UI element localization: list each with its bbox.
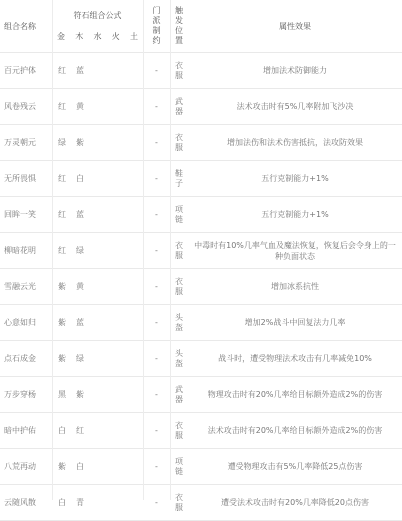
table-row [0,197,402,233]
rune-stone: 红 [58,66,66,75]
forge-cell: - [143,197,170,233]
formula-cell [52,197,143,233]
forge-cell: - [143,269,170,305]
combo-name: 云随风散 [0,485,52,521]
trigger-cell: 武器 [170,89,188,125]
rune-stone: 红 [76,426,84,435]
table-row [0,305,402,341]
forge-header: 门派制约 [143,0,170,53]
combo-name: 柳暗花明 [0,233,52,269]
combo-name: 万步穿杨 [0,377,52,413]
formula-col: 水 [93,32,102,41]
table-row [0,89,402,125]
effect-cell: 中毒时有10%几率气血及魔法恢复，恢复后会令身上的一种负面状态 [188,233,402,269]
effect-cell: 遭受物理攻击有5%几率降低25点伤害 [188,449,402,485]
trigger-cell: 衣服 [170,125,188,161]
trigger-cell: 头盔 [170,341,188,377]
combo-name: 回眸一笑 [0,197,52,233]
trigger-cell: 衣服 [170,233,188,269]
combo-name: 风卷残云 [0,89,52,125]
rune-stone: 黑 [58,390,66,399]
effect-cell: 增加2%战斗中回复法力几率 [188,305,402,341]
table-row [0,161,402,197]
effect-cell: 五行克制能力+1% [188,161,402,197]
formula-cell [52,341,143,377]
formula-cell [52,413,143,449]
column-divider [170,0,171,500]
combo-name: 百元护体 [0,53,52,89]
formula-col: 土 [130,32,138,41]
forge-cell: - [143,125,170,161]
forge-cell: - [143,377,170,413]
combo-name: 暗中护佑 [0,413,52,449]
table-row [0,377,402,413]
rune-stone: 青 [76,498,84,507]
combo-name: 八荒再动 [0,449,52,485]
formula-cell [52,89,143,125]
table-row [0,269,402,305]
combo-header: 组合名称 [0,0,52,53]
rune-stone: 白 [58,426,66,435]
rune-stone: 红 [58,210,66,219]
table-body [0,53,402,521]
trigger-cell: 项链 [170,449,188,485]
column-divider [143,0,144,500]
formula-col: 金 [57,32,65,41]
rune-stone: 紫 [76,138,84,147]
formula-header [52,0,143,53]
table-row [0,233,402,269]
effect-cell: 增加法伤和法术伤害抵抗，法攻防效果 [188,125,402,161]
rune-stone: 红 [58,246,66,255]
rune-stone: 绿 [76,246,84,255]
forge-cell: - [143,449,170,485]
trigger-cell: 衣服 [170,413,188,449]
effect-cell: 五行克制能力+1% [188,197,402,233]
formula-cell [52,233,143,269]
trigger-cell: 鞋子 [170,161,188,197]
trigger-header: 触发位置 [170,0,188,53]
effect-cell: 战斗时，遭受物理法术攻击有几率减免10% [188,341,402,377]
table-row [0,125,402,161]
rune-stone: 蓝 [76,66,84,75]
column-divider [52,0,53,500]
rune-stone: 黄 [76,282,84,291]
trigger-cell: 衣服 [170,269,188,305]
table-row [0,53,402,89]
trigger-cell: 项链 [170,197,188,233]
formula-cell [52,485,143,521]
combo-name: 心意如归 [0,305,52,341]
formula-cell [52,53,143,89]
formula-cell [52,269,143,305]
table-row [0,485,402,521]
trigger-cell: 衣服 [170,53,188,89]
rune-stone: 蓝 [76,210,84,219]
rune-stone: 紫 [58,318,66,327]
effect-cell: 法术攻击时有5%几率附加飞沙决 [188,89,402,125]
combo-name: 雪融云光 [0,269,52,305]
effect-header: 属性效果 [188,0,402,53]
forge-cell: - [143,305,170,341]
effect-cell: 遭受法术攻击时有20%几率降低20点伤害 [188,485,402,521]
rune-stone: 红 [58,102,66,111]
rune-stone: 紫 [58,282,66,291]
trigger-cell: 武器 [170,377,188,413]
combo-name: 点石成金 [0,341,52,377]
table-row [0,341,402,377]
rune-stone: 白 [76,462,84,471]
rune-stone: 绿 [58,138,66,147]
forge-cell: - [143,161,170,197]
trigger-cell: 衣服 [170,485,188,521]
formula-cell [52,305,143,341]
effect-cell: 法术攻击时有20%几率给目标额外造成2%的伤害 [188,413,402,449]
effect-cell: 物理攻击时有20%几率给目标额外造成2%的伤害 [188,377,402,413]
forge-cell: - [143,341,170,377]
effect-cell: 增加法术防御能力 [188,53,402,89]
forge-cell: - [143,485,170,521]
table-row [0,449,402,485]
formula-cell [52,125,143,161]
formula-subheaders [52,31,143,42]
formula-cell [52,449,143,485]
table-row [0,413,402,449]
formula-title: 符石组合公式 [73,11,122,20]
combo-name: 无所畏惧 [0,161,52,197]
rune-stone: 绿 [76,354,84,363]
combo-name: 万灵朝元 [0,125,52,161]
forge-cell: - [143,413,170,449]
formula-cell [52,377,143,413]
rune-stone: 紫 [58,462,66,471]
rune-stone: 白 [58,498,66,507]
forge-cell: - [143,53,170,89]
table-header [0,0,402,53]
rune-stone: 紫 [58,354,66,363]
formula-cell [52,161,143,197]
forge-cell: - [143,233,170,269]
rune-stone: 蓝 [76,318,84,327]
formula-col: 火 [111,32,120,41]
forge-cell: - [143,89,170,125]
trigger-cell: 头盔 [170,305,188,341]
rune-stone: 黄 [76,102,84,111]
rune-stone: 红 [58,174,66,183]
rune-stone: 紫 [76,390,84,399]
formula-col: 木 [75,32,84,41]
rune-stone: 白 [76,174,84,183]
effect-cell: 增加冰系抗性 [188,269,402,305]
